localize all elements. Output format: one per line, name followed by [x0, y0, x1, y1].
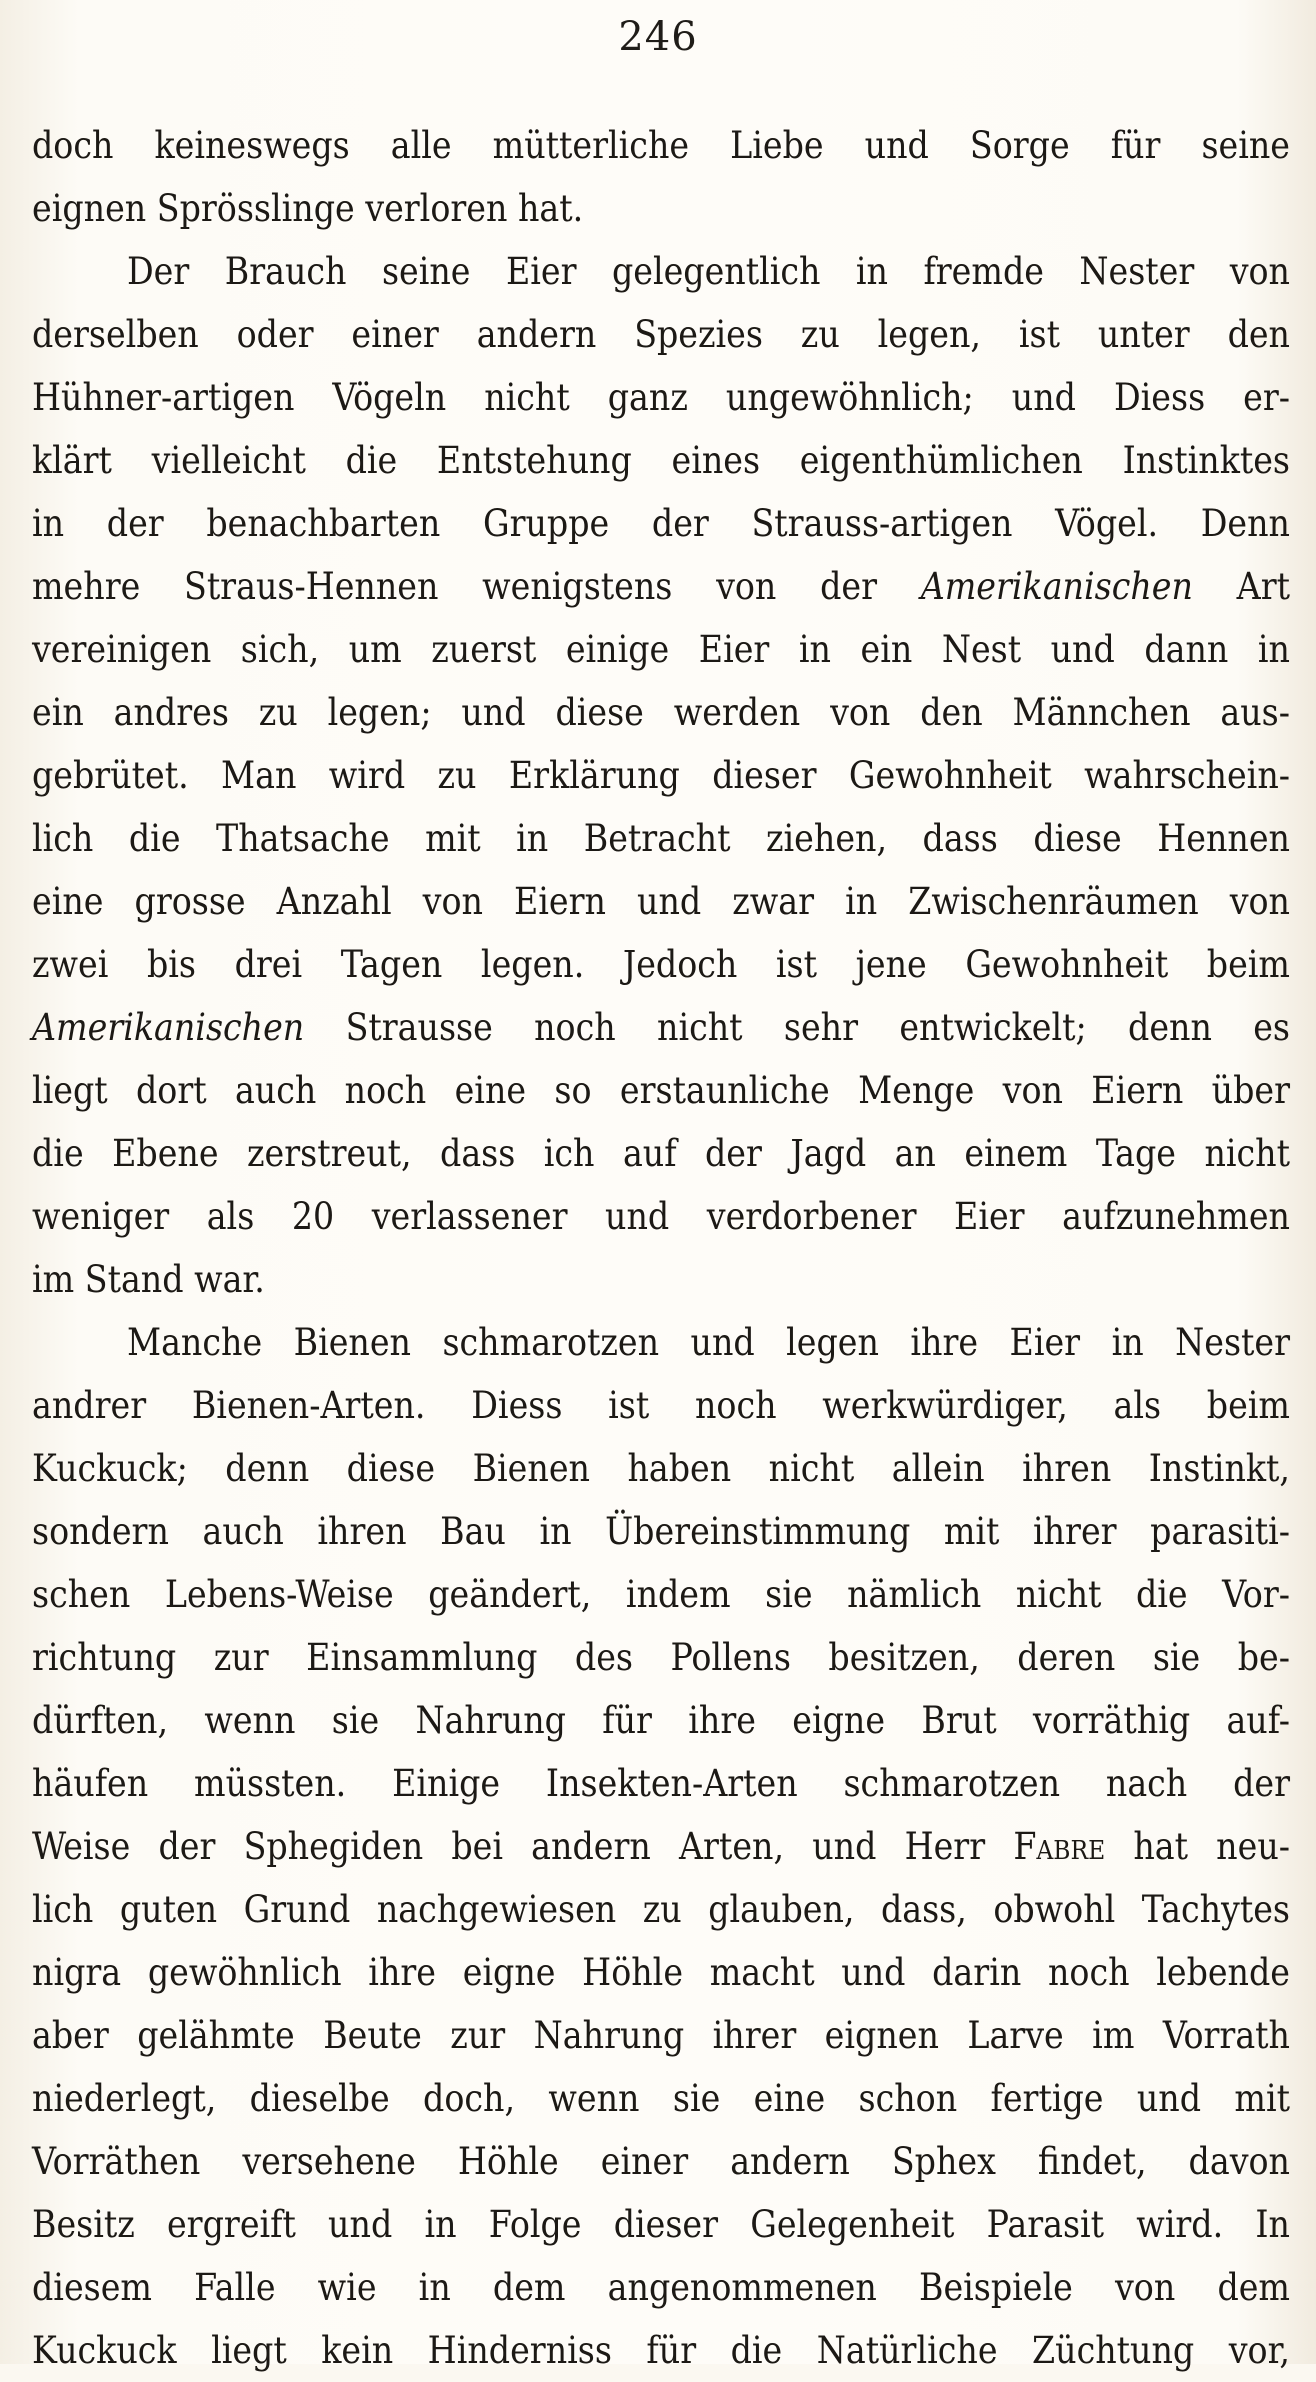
text-line	[32, 1248, 1290, 1311]
text-segment: im Stand war.	[32, 1258, 265, 1301]
text-segment: richtung zur Einsammlung des Pollens besitzen, deren sie be-	[32, 1636, 1290, 1679]
text-segment: derselben oder einer andern Spezies zu legen, ist unter den	[32, 313, 1290, 356]
text-segment: Weise der Sphegiden bei andern Arten, und Herr	[32, 1825, 1014, 1868]
text-line	[32, 2067, 1290, 2130]
text-segment: die Ebene zerstreut, dass ich auf der Jagd an einem Tage nicht	[32, 1132, 1290, 1175]
text-segment: aber gelähmte Beute zur Nahrung ihrer eignen Larve im Vorrath	[32, 2014, 1290, 2057]
italic-text: Amerikanischen	[920, 565, 1193, 608]
text-segment: liegt dort auch noch eine so erstaunliche Menge von Eiern über	[32, 1069, 1290, 1112]
text-segment: Hühner-artigen Vögeln nicht ganz ungewöhnlich; und Diess er-	[32, 376, 1290, 419]
text-segment: mehre Straus-Hennen wenigstens von der	[32, 565, 921, 608]
text-line	[32, 177, 1290, 240]
text-segment: weniger als 20 verlassener und verdorbener Eier aufzunehmen	[32, 1195, 1290, 1238]
text-segment: doch keineswegs alle mütterliche Liebe und Sorge für seine	[32, 124, 1290, 167]
text-line	[32, 492, 1290, 555]
text-line	[32, 870, 1290, 933]
text-segment: hat neu-	[1105, 1825, 1290, 1868]
text-segment: dürften, wenn sie Nahrung für ihre eigne Brut vorräthig auf-	[32, 1699, 1290, 1742]
text-segment: Besitz ergreift und in Folge dieser Gelegenheit Parasit wird. In	[32, 2203, 1290, 2246]
text-line	[32, 1563, 1290, 1626]
text-segment: Manche Bienen schmarotzen und legen ihre Eier in Nester	[127, 1321, 1290, 1364]
text-line	[32, 1500, 1290, 1563]
text-line	[32, 1374, 1290, 1437]
text-line	[32, 2130, 1290, 2193]
text-segment: zwei bis drei Tagen legen. Jedoch ist jene Gewohnheit beim	[32, 943, 1290, 986]
text-line	[32, 744, 1290, 807]
text-line	[32, 1437, 1290, 1500]
text-segment: ein andres zu legen; und diese werden von den Männchen aus-	[32, 691, 1290, 734]
text-line	[32, 2193, 1290, 2256]
text-line	[32, 2004, 1290, 2067]
text-line	[32, 1878, 1290, 1941]
text-line	[32, 1626, 1290, 1689]
text-segment: schen Lebens-Weise geändert, indem sie nämlich nicht die Vor-	[32, 1573, 1290, 1616]
text-segment: Kuckuck; denn diese Bienen haben nicht allein ihren Instinkt,	[32, 1447, 1290, 1490]
small-caps-name: Fabre	[1013, 1825, 1106, 1868]
text-line	[32, 807, 1290, 870]
text-segment: Vorräthen versehene Höhle einer andern Sphex findet, davon	[32, 2140, 1290, 2183]
text-line	[32, 303, 1290, 366]
text-line	[32, 1122, 1290, 1185]
text-line	[32, 1311, 1290, 1374]
text-segment: eine grosse Anzahl von Eiern und zwar in Zwischenräumen von	[32, 880, 1290, 923]
page-number: 246	[618, 14, 698, 60]
text-segment: sondern auch ihren Bau in Übereinstimmung mit ihrer parasiti-	[32, 1510, 1290, 1553]
text-line	[32, 1815, 1290, 1878]
text-segment: vereinigen sich, um zuerst einige Eier in ein Nest und dann in	[32, 628, 1290, 671]
text-line	[32, 1752, 1290, 1815]
text-segment: eignen Sprösslinge verloren hat.	[32, 187, 584, 230]
text-line	[32, 933, 1290, 996]
text-line	[32, 1689, 1290, 1752]
text-segment: Der Brauch seine Eier gelegentlich in fremde Nester von	[127, 250, 1290, 293]
text-segment: niederlegt, dieselbe doch, wenn sie eine schon fertige und mit	[32, 2077, 1290, 2120]
text-segment: lich die Thatsache mit in Betracht ziehen, dass diese Hennen	[32, 817, 1290, 860]
text-segment: Strausse noch nicht sehr entwickelt; denn es	[304, 1006, 1290, 1049]
text-line	[32, 996, 1290, 1059]
text-line	[32, 1185, 1290, 1248]
text-line	[32, 681, 1290, 744]
text-segment: diesem Falle wie in dem angenommenen Beispiele von dem	[32, 2266, 1290, 2309]
text-line	[32, 240, 1290, 303]
text-line	[32, 555, 1290, 618]
text-line	[32, 1941, 1290, 2004]
body-text	[32, 114, 1290, 2382]
text-segment: gebrütet. Man wird zu Erklärung dieser Gewohnheit wahrschein-	[32, 754, 1290, 797]
text-line	[32, 2256, 1290, 2319]
text-segment: nigra gewöhnlich ihre eigne Höhle macht und darin noch lebende	[32, 1951, 1290, 1994]
text-segment: Art	[1192, 565, 1290, 608]
text-segment: klärt vielleicht die Entstehung eines eigenthümlichen Instinktes	[32, 439, 1290, 482]
text-line	[32, 2319, 1290, 2382]
text-segment: häufen müssten. Einige Insekten-Arten schmarotzen nach der	[32, 1762, 1290, 1805]
italic-text: Amerikanischen	[32, 1006, 305, 1049]
text-line	[32, 1059, 1290, 1122]
text-segment: andrer Bienen-Arten. Diess ist noch werkwürdiger, als beim	[32, 1384, 1290, 1427]
text-segment: in der benachbarten Gruppe der Strauss-artigen Vögel. Denn	[32, 502, 1290, 545]
text-segment: Kuckuck liegt kein Hinderniss für die Natürliche Züchtung vor,	[32, 2329, 1290, 2372]
text-line	[32, 114, 1290, 177]
text-segment: lich guten Grund nachgewiesen zu glauben, dass, obwohl Tachytes	[32, 1888, 1290, 1931]
text-line	[32, 366, 1290, 429]
text-line	[32, 429, 1290, 492]
text-line	[32, 618, 1290, 681]
